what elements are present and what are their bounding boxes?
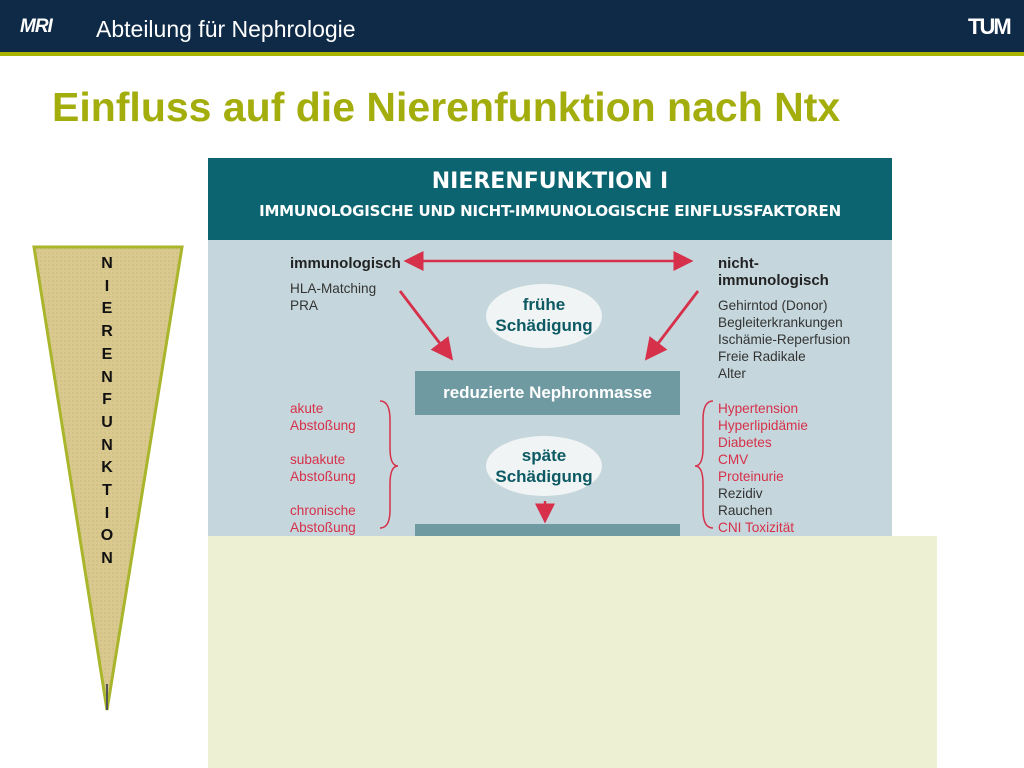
wedge-letter: N (101, 255, 113, 272)
risk-factor: Proteinurie (718, 469, 784, 484)
late-line-1: späte (521, 446, 567, 465)
risk-factor: Diabetes (718, 435, 772, 450)
vertical-letters (92, 253, 122, 571)
wedge-letter: I (104, 277, 110, 295)
left-brace (380, 401, 398, 528)
right-item: Freie Radikale (718, 349, 806, 364)
arrow-right-down (650, 291, 698, 354)
risk-factor: Hypertension (718, 401, 799, 416)
nicht-label-1: nicht- (718, 255, 759, 272)
right-item: Alter (718, 366, 746, 381)
wedge-letter: E (101, 300, 113, 318)
wedge-letter: O (100, 527, 114, 545)
rejection-text: Abstoßung (290, 418, 356, 433)
wedge-letter: U (101, 413, 113, 431)
rejection-text: Abstoßung (290, 520, 356, 535)
wedge-letter: N (101, 550, 113, 568)
reduced-nephron-box: reduzierte Nephronmasse (415, 371, 680, 415)
arrow-left-down (400, 291, 448, 354)
wedge-letter: T (102, 482, 112, 500)
left-item: HLA-Matching (290, 281, 377, 296)
wedge-letter: F (102, 391, 112, 409)
rejection-text: subakute (290, 452, 346, 467)
wedge-letter: R (101, 323, 113, 341)
nicht-label-2: immunologisch (718, 272, 829, 289)
figure-subheading: IMMUNOLOGISCHE UND NICHT-IMMUNOLOGISCHE EINFLUSSFAKTOREN (259, 202, 841, 220)
right-item: Gehirntod (Donor) (718, 298, 828, 313)
right-item: Begleiterkrankungen (718, 315, 843, 330)
mri-logo: MRI (20, 16, 52, 37)
risk-factor: Rauchen (718, 503, 773, 518)
immunologisch-label: immunologisch (290, 255, 401, 272)
rejection-text: chronische (290, 503, 356, 518)
wedge-letter: I (104, 504, 110, 522)
tum-logo: TUM (968, 14, 1010, 39)
diagram-arrows (208, 158, 892, 538)
wedge-letter: E (101, 345, 113, 363)
left-item: PRA (290, 298, 318, 313)
risk-factor: CMV (718, 452, 749, 467)
risk-factor: CNI Toxizität (718, 520, 795, 535)
department-name: Abteilung für Nephrologie (96, 16, 356, 42)
figure-heading: NIERENFUNKTION I (431, 169, 669, 194)
wedge-letter: K (101, 459, 113, 477)
right-item: Ischämie-Reperfusion (718, 332, 851, 347)
rejection-text: Abstoßung (290, 469, 356, 484)
risk-factor: Hyperlipidämie (718, 418, 808, 433)
right-brace (695, 401, 713, 528)
risk-factor: Rezidiv (718, 486, 763, 501)
early-line-2: Schädigung (495, 316, 593, 335)
overlay-panel (208, 536, 937, 768)
wedge-letter: N (101, 368, 113, 386)
wedge-letter: N (101, 436, 113, 454)
rejection-text: akute (290, 401, 324, 416)
header-accent-stripe (0, 52, 1024, 56)
late-line-2: Schädigung (495, 467, 593, 486)
early-line-1: frühe (522, 295, 566, 314)
slide-title: Einfluss auf die Nierenfunktion nach Ntx (52, 84, 841, 130)
